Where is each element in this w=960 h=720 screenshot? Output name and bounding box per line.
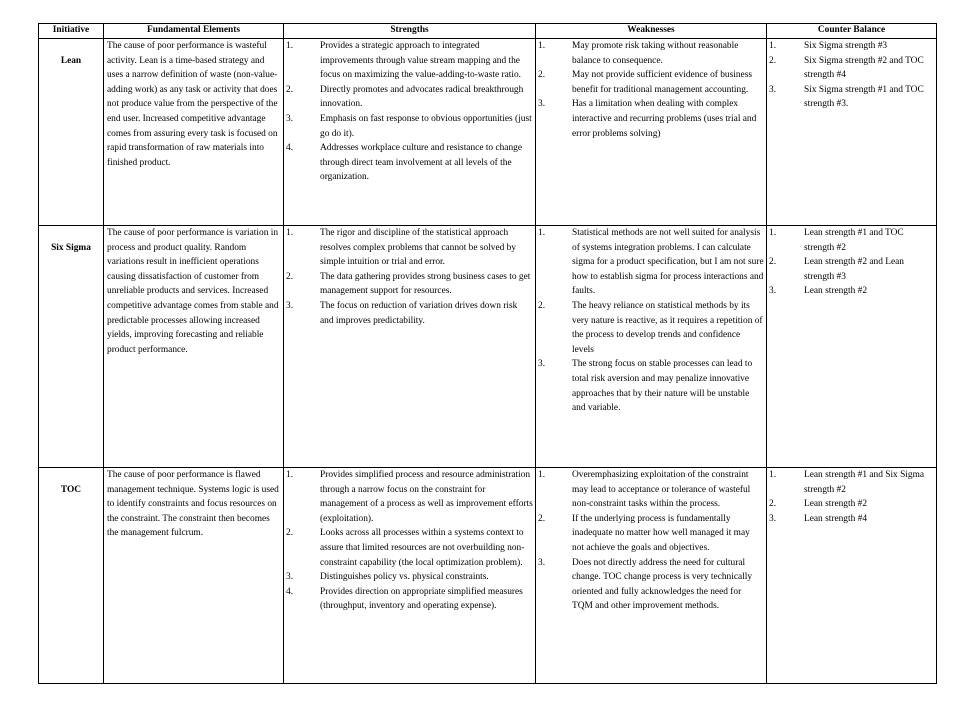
list-item-text: Lean strength #1 and Six Sigma strength #2 [804, 470, 925, 495]
list-item [767, 512, 936, 527]
list-item-text: Lean strength #1 and TOC strength #2 [804, 228, 904, 253]
list-item-number: 1. [286, 41, 294, 51]
counter-balance-list [767, 468, 936, 526]
list-item-text: May promote risk taking without reasonable balance to consequence. [572, 41, 739, 66]
list-item-text: Addresses workplace culture and resistance to change through direct team involvement at all levels of the organization. [320, 143, 523, 183]
list-item-text: Six Sigma strength #2 and TOC strength #4 [804, 55, 924, 81]
header-weaknesses: Weaknesses [536, 24, 767, 39]
counter-balance-cell [767, 226, 937, 468]
comparison-table [38, 23, 937, 684]
strengths-list [284, 39, 535, 185]
list-item-text: Looks across all processes within a systems context to assure that limited resources are not overbuilding non-constraint capability (the local optimization problem). [320, 528, 525, 568]
strengths-cell [284, 39, 536, 226]
list-item-number: 4. [286, 586, 294, 597]
fundamental-cell [104, 468, 284, 684]
weaknesses-list [536, 468, 766, 614]
list-item-number: 3. [538, 359, 546, 370]
list-item-number: 1. [286, 470, 294, 480]
counter-balance-cell [767, 39, 937, 226]
weaknesses-list [536, 226, 766, 416]
weaknesses-cell [536, 39, 767, 226]
list-item-text: Has a limitation when dealing with complex interactive and recurring problems (uses trial and error problems solving) [572, 99, 757, 139]
list-item-number: 2. [538, 513, 546, 524]
list-item-text: The data gathering provides strong business cases to get management support for resources. [320, 271, 531, 297]
list-item-number: 2. [769, 499, 777, 510]
list-item-text: Emphasis on fast response to obvious opportunities (just go do it). [320, 113, 532, 139]
list-item-text: Six Sigma strength #1 and TOC strength #3. [804, 84, 924, 110]
list-item-text: May not provide sufficient evidence of business benefit for traditional management accounting. [572, 70, 752, 95]
list-item-text: Provides simplified process and resource administration through a narrow focus on the constraint for management of a process as well as improvement efforts (exploitation). [320, 470, 533, 524]
table-row-lean [39, 39, 937, 226]
weaknesses-list [536, 39, 766, 141]
list-item-text: The rigor and discipline of the statistical approach resolves complex problems that cannot be solved by simple intuition or trial and error. [320, 228, 517, 268]
list-item-text: Provides direction on appropriate simplified measures (throughput, inventory and operating expense). [320, 586, 523, 612]
list-item-number: 3. [286, 572, 294, 583]
list-item [284, 299, 535, 328]
initiative-cell [39, 226, 104, 468]
counter-balance-list [767, 226, 936, 299]
list-item [536, 556, 766, 614]
weaknesses-cell [536, 468, 767, 684]
header-counter-balance: Counter Balance [767, 24, 937, 39]
list-item [536, 468, 766, 512]
list-item-text: Lean strength #2 [804, 499, 868, 510]
counter-balance-list [767, 39, 936, 112]
fundamental-cell [104, 226, 284, 468]
list-item-number: 3. [769, 286, 777, 297]
initiative-label: Lean [60, 56, 82, 66]
list-item [284, 112, 535, 141]
list-item-number: 2. [538, 300, 546, 311]
list-item [536, 299, 766, 357]
list-item-number: 3. [286, 300, 294, 311]
list-item-text: The heavy reliance on statistical methods by its very nature is reactive, as it requires a repetition of the process to develop trends and confidence levels [572, 300, 763, 355]
list-item [536, 226, 766, 299]
list-item-number: 2. [286, 271, 294, 282]
list-item-number: 1. [538, 228, 546, 238]
list-item-text: Overemphasizing exploitation of the constraint may lead to acceptance or tolerance of wasteful non-constraint tasks within the process. [572, 470, 751, 510]
list-item [284, 570, 535, 585]
list-item-number: 3. [286, 113, 294, 124]
list-item-text: The focus on reduction of variation drives down risk and improves predictability. [320, 300, 518, 326]
counter-balance-cell [767, 468, 937, 684]
header-row [39, 24, 937, 39]
fundamental-text: The cause of poor performance is flawed management technique. Systems logic is used to identify constraints and focus resources on the constraint. The constraint then becomes the management fulcrum. [107, 470, 279, 539]
list-item [536, 97, 766, 141]
list-item-number: 1. [538, 470, 546, 480]
list-item-text: If the underlying process is fundamentally inadequate no matter how well managed it may not achieve the goals and objectives. [572, 513, 750, 553]
list-item-text: Lean strength #2 [804, 286, 868, 297]
list-item [284, 226, 535, 270]
list-item [767, 497, 936, 512]
list-item [767, 468, 936, 497]
list-item-number: 1. [769, 41, 777, 51]
initiative-cell [39, 39, 104, 226]
list-item [284, 83, 535, 112]
list-item [284, 39, 535, 83]
list-item [284, 585, 535, 614]
list-item-text: Lean strength #2 and Lean strength #3 [804, 257, 904, 282]
list-item-number: 2. [538, 70, 546, 81]
list-item-text: Provides a strategic approach to integrated improvements through value stream mapping and the focus on maximizing the value-adding-to-waste ratio. [320, 41, 521, 81]
list-item-number: 3. [538, 99, 546, 110]
list-item-text: Lean strength #4 [804, 513, 868, 524]
list-item [767, 226, 936, 255]
table-row-toc [39, 468, 937, 684]
weaknesses-cell [536, 226, 767, 468]
list-item-number: 1. [286, 228, 294, 238]
list-item-text: Six Sigma strength #3 [804, 41, 888, 51]
list-item-text: Does not directly address the need for cultural change. TOC change process is very technically oriented and fully acknowledges the need for TQM and other improvement methods. [572, 557, 753, 612]
fundamental-cell [104, 39, 284, 226]
list-item [767, 284, 936, 299]
strengths-list [284, 226, 535, 328]
list-item [284, 270, 535, 299]
list-item-number: 1. [538, 41, 546, 51]
header-initiative: Initiative [39, 24, 104, 39]
list-item [284, 526, 535, 570]
list-item [536, 512, 766, 556]
list-item-number: 2. [286, 528, 294, 539]
list-item-text: The strong focus on stable processes can lead to total risk aversion and may penalize innovative approaches that by their nature will be unstable and variable. [572, 359, 753, 414]
header-fundamental-elements: Fundamental Elements [104, 24, 284, 39]
fundamental-text: The cause of poor performance is wasteful activity. Lean is a time-based strategy and uses a narrow definition of waste (non-value-adding work) as any task or activity that does not produce value from the perspective of the end user. Increased competitive advantage comes from assuring every task is focused on rapid transformation of raw materials into finished product. [107, 41, 278, 168]
fundamental-text: The cause of poor performance is variation in process and product quality. Random variations result in inefficient operations causing dissatisfaction of customer from unreliable products and services. Increased competitive advantage comes from stable and predictable processes allowing increased yields, improving forecasting and reliable product performance. [107, 228, 279, 355]
list-item-number: 1. [769, 470, 777, 480]
strengths-list [284, 468, 535, 614]
list-item [536, 357, 766, 415]
list-item [767, 54, 936, 83]
list-item-number: 2. [769, 257, 777, 268]
strengths-cell [284, 468, 536, 684]
list-item-number: 1. [769, 228, 777, 238]
list-item-text: Distinguishes policy vs. physical constraints. [320, 572, 489, 583]
list-item-text: Directly promotes and advocates radical breakthrough innovation. [320, 84, 524, 110]
list-item-number: 3. [769, 84, 777, 95]
list-item-number: 4. [286, 143, 294, 154]
list-item [767, 83, 936, 112]
list-item [536, 39, 766, 68]
list-item-number: 3. [769, 513, 777, 524]
list-item [767, 39, 936, 54]
list-item-number: 3. [538, 557, 546, 568]
initiative-label: TOC [60, 485, 82, 495]
list-item-text: Statistical methods are not well suited for analysis of systems integration problems. I can calculate sigma for a product specification, but I am not sure how to establish sigma for process interactions and faults. [572, 228, 764, 297]
list-item [284, 141, 535, 185]
initiative-label: Six Sigma [51, 243, 91, 253]
list-item [536, 68, 766, 97]
header-strengths: Strengths [284, 24, 536, 39]
list-item [767, 255, 936, 284]
strengths-cell [284, 226, 536, 468]
list-item-number: 2. [769, 55, 777, 66]
table-row-six-sigma [39, 226, 937, 468]
list-item-number: 2. [286, 84, 294, 95]
initiative-cell [39, 468, 104, 684]
list-item [284, 468, 535, 526]
